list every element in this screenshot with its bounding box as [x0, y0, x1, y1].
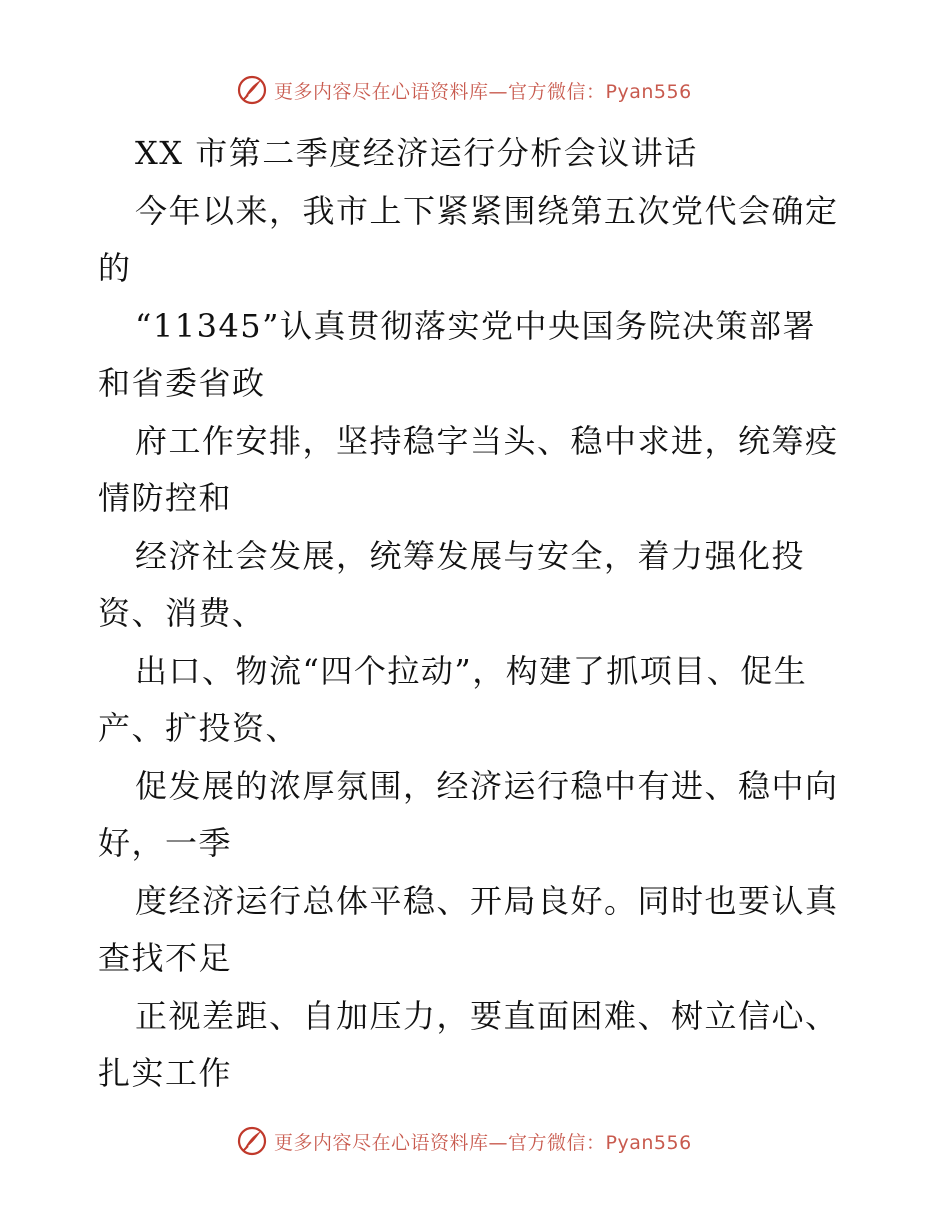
- paragraph-line: 好，一季: [98, 824, 233, 862]
- footer-banner: [236, 1124, 692, 1158]
- paragraph-line: “11345”认真贯彻落实党中央国务院决策部署: [135, 306, 817, 345]
- banner-text: 更多内容尽在心语资料库—官方微信：Pyan556: [274, 1131, 692, 1154]
- quill-pen-logo-icon: [236, 74, 268, 106]
- paragraph-line: 产、扩投资、: [98, 709, 300, 747]
- paragraph-line: 出口、物流“四个拉动”，构建了抓项目、促生: [135, 651, 808, 690]
- paragraph-line: 资、消费、: [98, 594, 266, 632]
- paragraph-line: 府工作安排，坚持稳字当头、稳中求进，统筹疫: [135, 421, 839, 460]
- paragraph-line: 今年以来，我市上下紧紧围绕第五次党代会确定: [135, 191, 839, 230]
- paragraph-line: 经济社会发展，统筹发展与安全，着力强化投: [135, 536, 806, 575]
- paragraph-line: 扎实工作: [98, 1054, 233, 1092]
- document-title: XX 市第二季度经济运行分析会议讲话: [135, 134, 698, 172]
- paragraph-line: 促发展的浓厚氛围，经济运行稳中有进、稳中向: [135, 766, 839, 805]
- paragraph-line: 度经济运行总体平稳、开局良好。同时也要认真: [135, 881, 839, 920]
- paragraph-line: 正视差距、自加压力，要直面困难、树立信心、: [135, 996, 839, 1035]
- header-banner: [236, 73, 692, 107]
- banner-text: 更多内容尽在心语资料库—官方微信：Pyan556: [274, 80, 692, 103]
- document-body: [98, 125, 858, 1103]
- paragraph-line: 和省委省政: [98, 364, 266, 402]
- paragraph-line: 的: [98, 249, 132, 287]
- paragraph-line: 查找不足: [98, 939, 233, 977]
- quill-pen-logo-icon: [236, 1125, 268, 1157]
- paragraph-line: 情防控和: [98, 479, 233, 517]
